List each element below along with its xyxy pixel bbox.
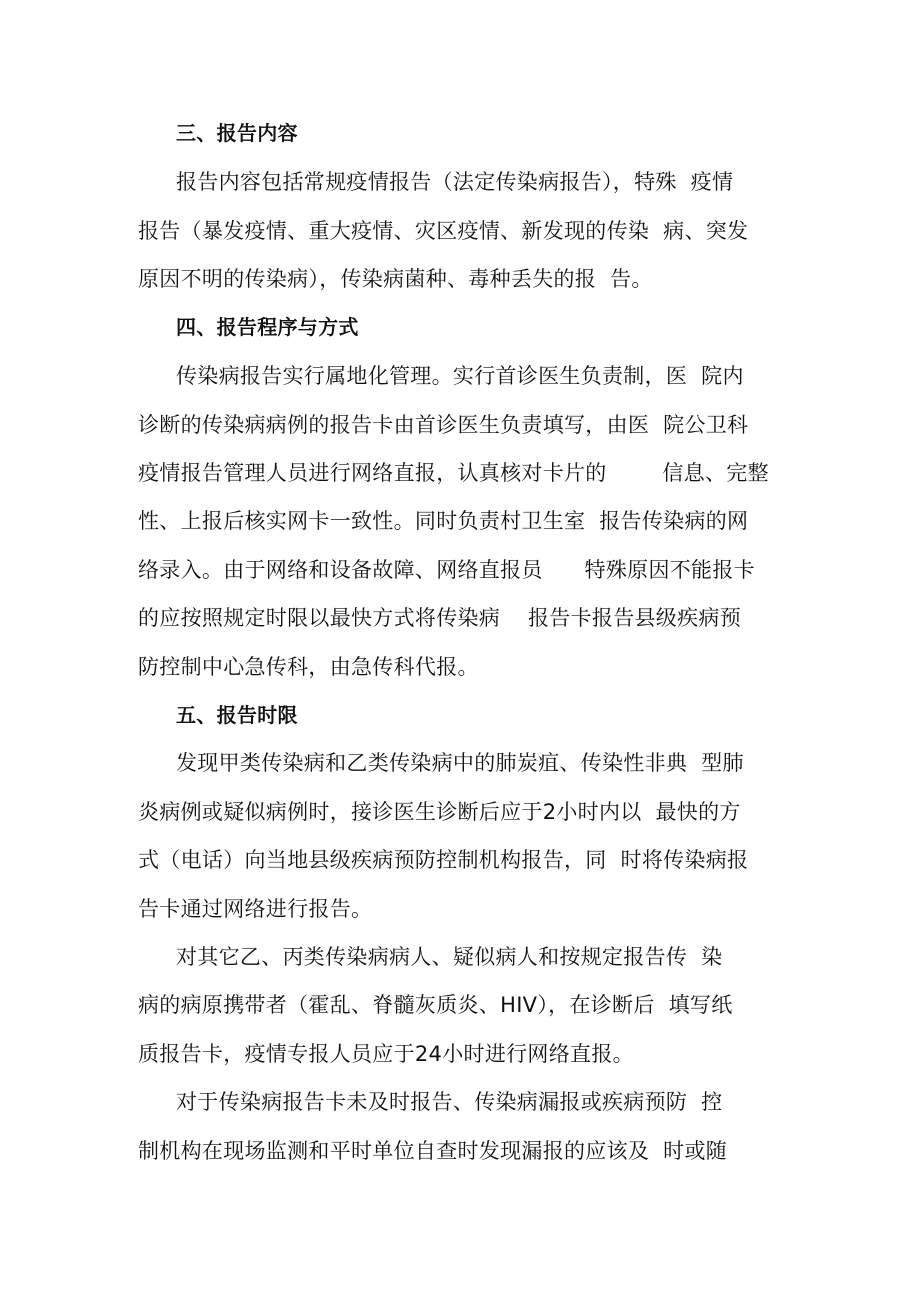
paragraph-line: 炎病例或疑似病例时，接诊医生诊断后应于2小时内以 最快的方 [138, 800, 741, 824]
paragraph-line: 的应按照规定时限以最快方式将传染病 报告卡报告县级疾病预 [138, 606, 741, 630]
paragraph-line: 制机构在现场监测和平时单位自查时发现漏报的应该及 时或随 [138, 1139, 728, 1163]
paragraph-line: 疫情报告管理人员进行网络直报，认真核对卡片的 信息、完整 [138, 461, 769, 485]
paragraph-line: 质报告卡，疫情专报人员应于24小时进行网络直报。 [138, 1042, 634, 1066]
paragraph-line: 报告（暴发疫情、重大疫情、灾区疫情、新发现的传染 病、突发 [138, 219, 749, 243]
paragraph-line: 传染病报告实行属地化管理。实行首诊医生负责制，医 院内 [176, 364, 744, 388]
paragraph-line: 对其它乙、丙类传染病病人、疑似病人和按规定报告传 染 [176, 945, 723, 969]
paragraph-line: 对于传染病报告卡未及时报告、传染病漏报或疾病预防 控 [176, 1090, 723, 1114]
paragraph-line: 性、上报后核实网卡一致性。同时负责村卫生室 报告传染病的网 [138, 509, 749, 533]
paragraph-line: 原因不明的传染病），传染病菌种、毒种丢失的报 告。 [138, 267, 653, 291]
paragraph-line: 防控制中心急传科，由急传科代报。 [138, 655, 479, 679]
paragraph-line: 式（电话）向当地县级疾病预防控制机构报告，同 时将传染病报 [138, 848, 749, 872]
paragraph-line: 告卡通过网络进行报告。 [138, 897, 373, 921]
section-heading-4: 四、报告程序与方式 [176, 315, 359, 339]
paragraph-line: 诊断的传染病病例的报告卡由首诊医生负责填写，由医 院公卫科 [138, 413, 749, 437]
paragraph-line: 发现甲类传染病和乙类传染病中的肺炭疽、传染性非典 型肺 [176, 751, 744, 775]
section-heading-3: 三、报告内容 [176, 121, 298, 145]
section-heading-5: 五、报告时限 [176, 703, 298, 727]
paragraph-line: 病的病原携带者（霍乱、脊髓灰质炎、HIV），在诊断后 填写纸 [138, 993, 733, 1017]
paragraph-line: 报告内容包括常规疫情报告（法定传染病报告），特殊 疫情 [176, 170, 734, 194]
paragraph-line: 络录入。由于网络和设备故障、网络直报员 特殊原因不能报卡 [138, 558, 755, 582]
